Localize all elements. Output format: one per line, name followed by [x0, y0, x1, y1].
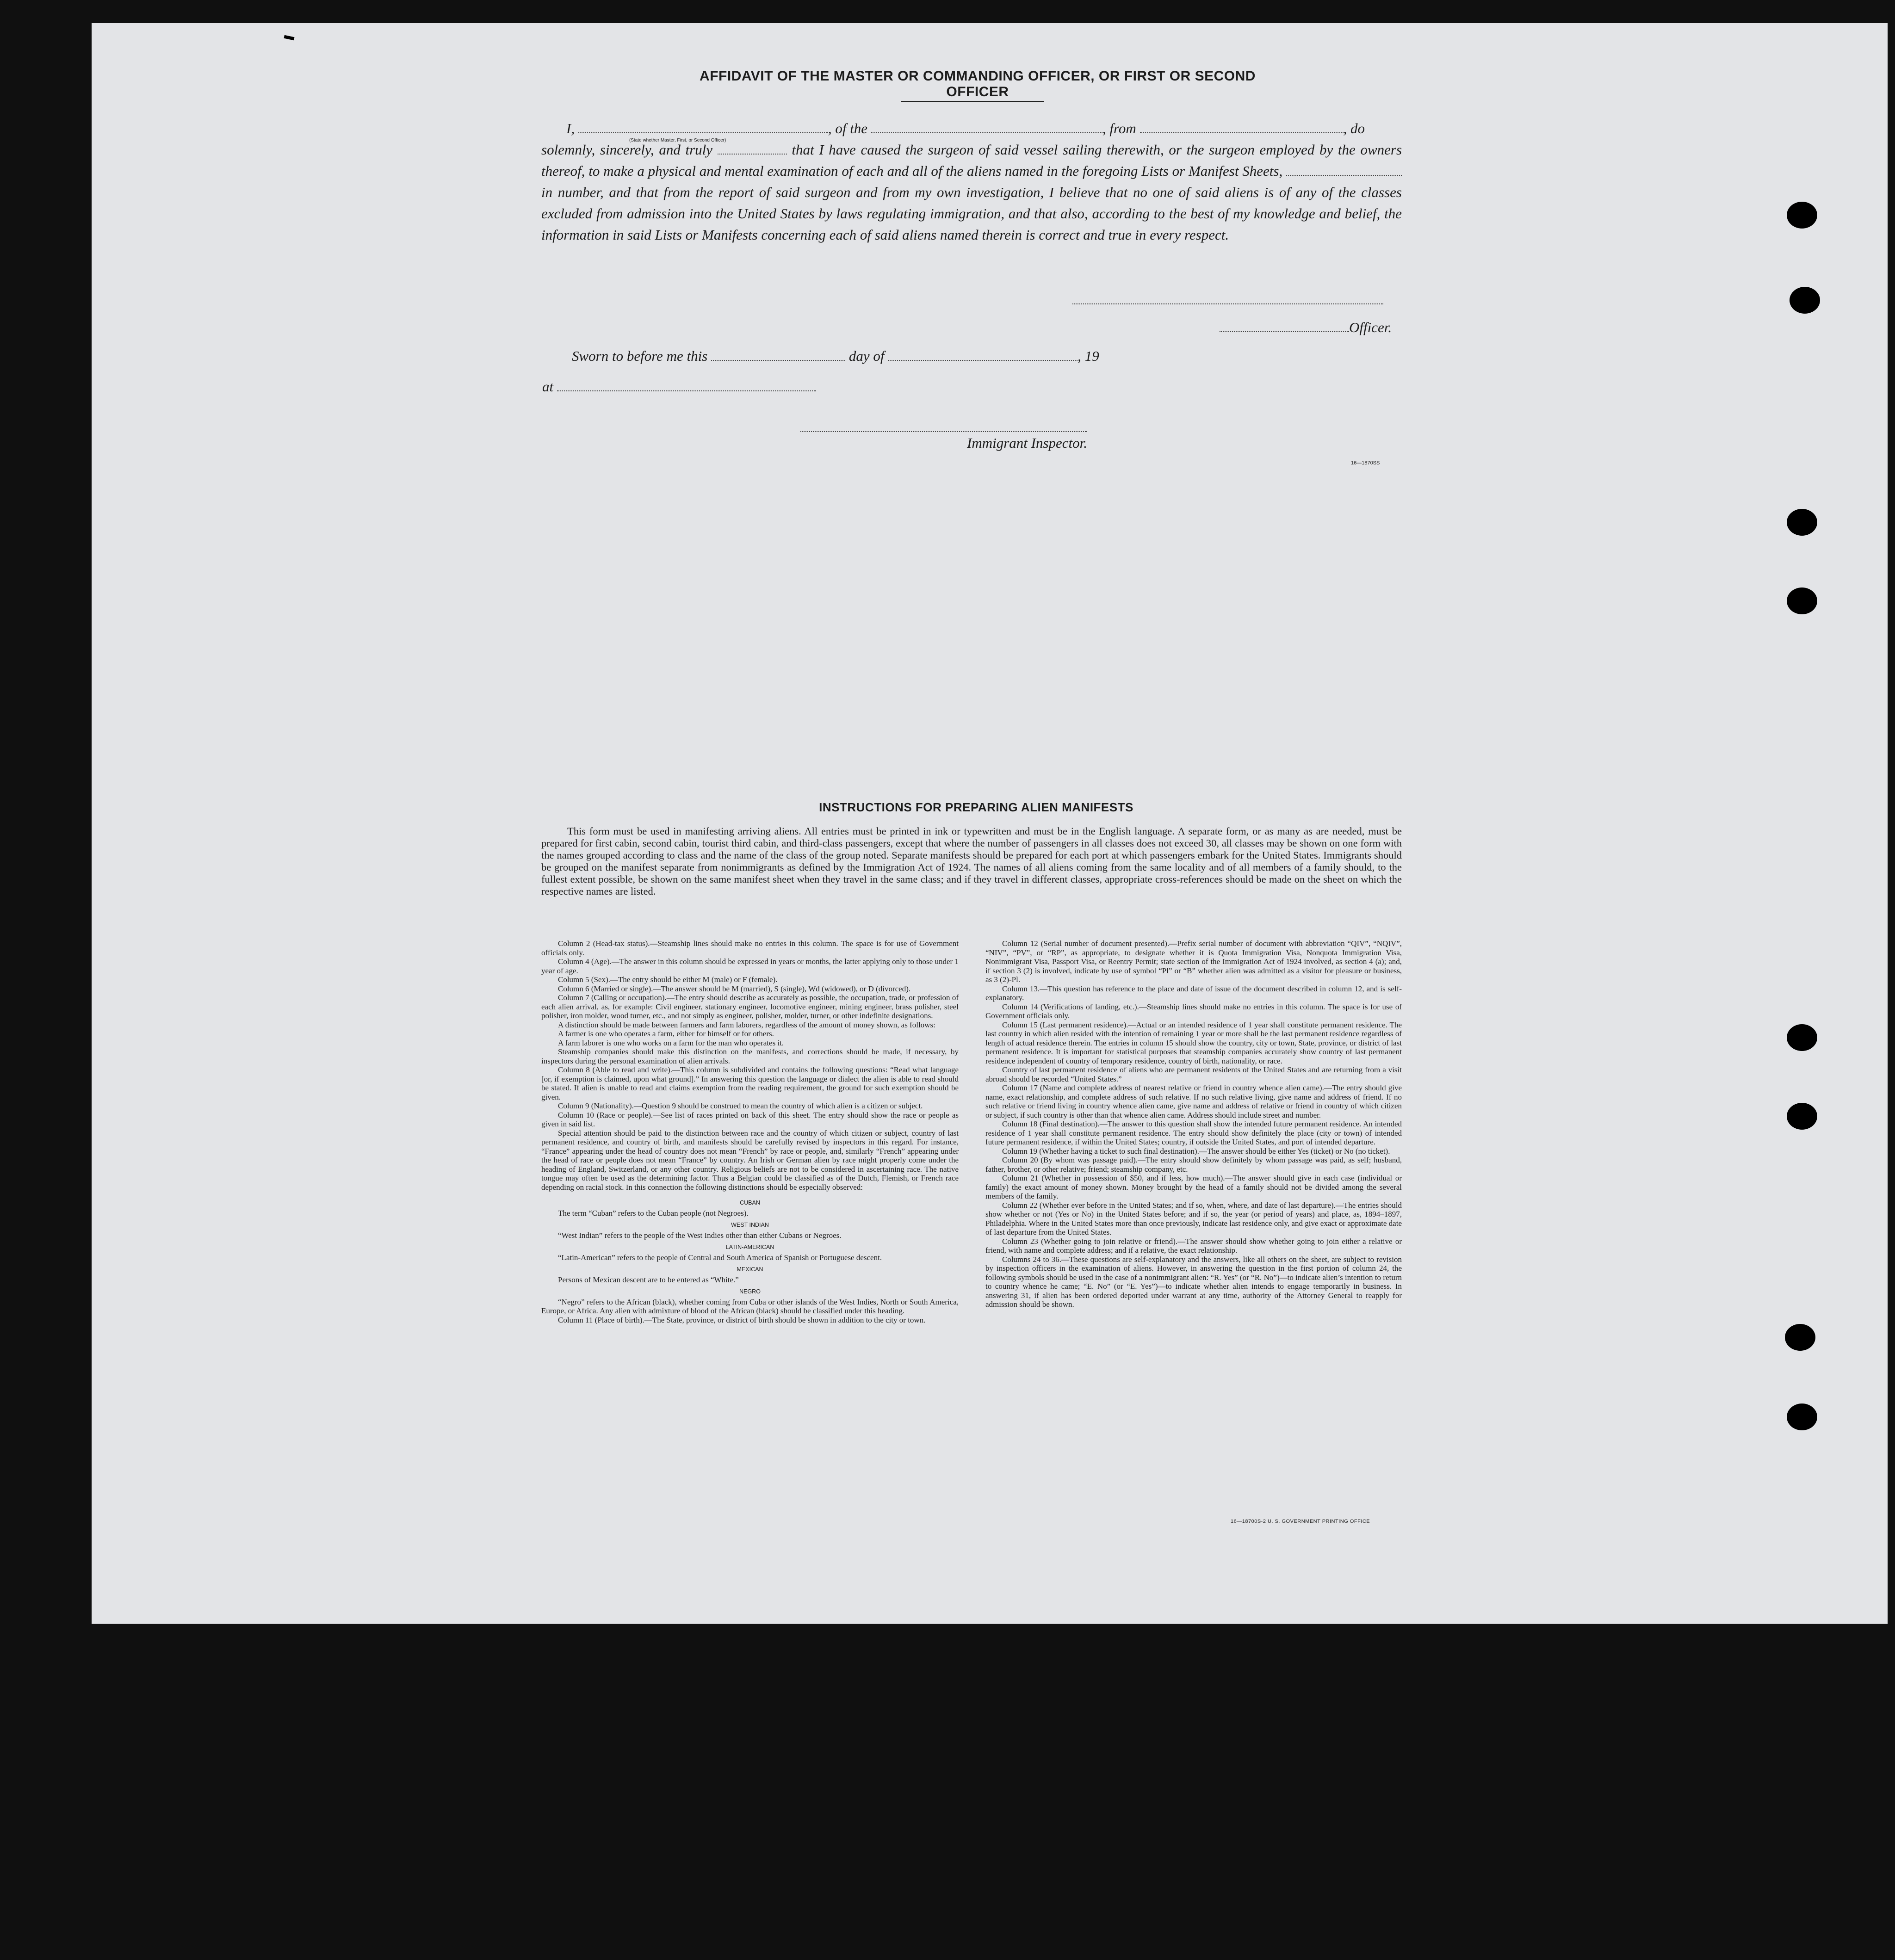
- instruction-paragraph: Columns 24 to 36.—These questions are self-explanatory and the answers, like all others on the sheet, are subject to revision by inspection officers in the examination of aliens. However, in answering the question in the first portion of column 24, the following symbols should be used in the case of a nonimmigrant alien: “R. Yes” (or “R. No”)—to indicate alien’s intention to return to country whence he came; “E. No” (or “E. Yes”)—to indicate whether alien intends to engage temporarily in business. In answering 31, if alien has been ordered deported under warrant at any time, authority of the Attorney General to reapply for admission should be shown.: [985, 1255, 1402, 1309]
- instruction-paragraph: Column 5 (Sex).—The entry should be either M (male) or F (female).: [558, 975, 778, 984]
- officer-row: [1220, 319, 1392, 336]
- sworn-place-field[interactable]: [557, 380, 816, 391]
- sworn-day-field[interactable]: [711, 350, 845, 361]
- punch-hole: [1787, 1103, 1817, 1130]
- punch-hole: [1787, 587, 1817, 614]
- instruction-paragraph: A farm laborer is one who works on a farm for the man who operates it.: [558, 1038, 784, 1047]
- affidavit-body: [541, 118, 1402, 246]
- sheet-count-field[interactable]: [1286, 165, 1402, 176]
- affidavit-i: I,: [566, 120, 575, 136]
- race-heading: MEXICAN: [737, 1266, 763, 1273]
- instruction-paragraph: Steamship companies should make this distinction on the manifests, and corrections should be made, if necessary, by inspectors during the personal examination of alien arrivals.: [541, 1047, 959, 1065]
- officer-rank-field[interactable]: [578, 122, 828, 133]
- instruction-paragraph: Column 15 (Last permanent residence).—Actual or an intended residence of 1 year shall constitute permanent residence. The last country in which alien resided with the intention of remaining 1 year or more shall be the last permanent residence regardless of length of actual residence therein. The entries in column 15 should show the country, city or town, State, province, or district of last permanent residence. It is important for statistical purposes that steamship companies accurately show country of last permanent residence independent of country of temporary residence, country of birth, nationality, or race.: [985, 1020, 1402, 1065]
- affidavit-of-the: , of the: [828, 120, 868, 136]
- race-definition: “West Indian” refers to the people of the West Indies other than either Cubans or Negroes.: [558, 1230, 842, 1240]
- day-of-label: day of: [848, 348, 885, 364]
- instruction-paragraph: Column 23 (Whether going to join relative or friend).—The answer should show whether going to join either a relative or friend, with name and complete address; and if a relative, the exact relationship.: [985, 1237, 1402, 1255]
- punch-hole: [1787, 1404, 1817, 1430]
- instruction-paragraph: Column 17 (Name and complete address of nearest relative or friend in country whence alien came).—The entry should give name, exact relationship, and complete address of such relative. If no such relative living, give name and address of friend. If no such relative or friend living in country whence alien came, give name and address of relative or friend in country of which citizen or subject, if such country is other than that whence alien came. Address should include street and number.: [985, 1083, 1402, 1119]
- officer-label: Officer.: [1349, 319, 1392, 335]
- officer-title-field[interactable]: [1220, 321, 1349, 332]
- instruction-paragraph: Column 2 (Head-tax status).—Steamship lines should make no entries in this column. The space is for use of Government officials only.: [541, 939, 959, 957]
- instruction-paragraph: Column 11 (Place of birth).—The State, province, or district of birth should be shown in addition to the city or town.: [558, 1315, 926, 1324]
- year-label: , 19: [1078, 348, 1099, 364]
- instruction-paragraph: Column 14 (Verifications of landing, etc.).—Steamship lines should make no entries in this column. The space is for use of Government officials only.: [985, 1002, 1402, 1020]
- instruction-paragraph: A farmer is one who operates a farm, either for himself or for others.: [558, 1029, 774, 1038]
- departure-port-field[interactable]: [1140, 122, 1344, 133]
- affidavit-line4-rest: in number, and that from the report of said surgeon and from my own investigation, I believe that no one of said aliens is of any of the classes excluded from admission into the United States by laws regulating immigration, and that also, according to the best of my knowledge and belief, the information in said Lists or Manifests concerning each of said aliens named therein is correct and true in every respect.: [541, 184, 1402, 243]
- race-definition: The term “Cuban” refers to the Cuban people (not Negroes).: [558, 1208, 749, 1218]
- instruction-paragraph: Column 9 (Nationality).—Question 9 should be construed to mean the country of which alien is a citizen or subject.: [558, 1101, 923, 1110]
- instruction-paragraph: Column 22 (Whether ever before in the United States; and if so, when, where, and date of last departure).—The entries should show whether or not (Yes or No) in the United States before; and if so, the year (or period of years) and place, as, 1894–1897, Philadelphia. Where in the United States more than once previously, indicate last residence only, and give exact or approximate date of last departure from the United States.: [985, 1200, 1402, 1237]
- affidavit-line2-start: solemnly, sincerely, and truly: [541, 142, 713, 158]
- race-definition: Persons of Mexican descent are to be entered as “White.”: [558, 1275, 739, 1284]
- footer-code: 16—18700S-2 U. S. GOVERNMENT PRINTING OFFICE: [1231, 1519, 1370, 1524]
- punch-hole: [1787, 509, 1817, 536]
- instruction-paragraph: Column 18 (Final destination).—The answer to this question shall show the intended future permanent residence. An intended residence of 1 year shall constitute permanent residence. The entry should show definitely the place (city or town) of intended future permanent residence, if within the United States; country, if outside the United States, and port of intended departure.: [985, 1119, 1402, 1146]
- inspector-signature-field[interactable]: [800, 431, 1087, 432]
- instruction-paragraph: Column 21 (Whether in possession of $50, and if less, how much).—The answer should give in each case (individual or family) the exact amount of money shown. Money brought by the head of a family should not be divided among the several members of the family.: [985, 1174, 1402, 1200]
- instruction-paragraph: Country of last permanent residence of aliens who are permanent residents of the United States and are returning from a visit abroad should be recorded “United States.”: [985, 1065, 1402, 1083]
- affidavit-do: , do: [1343, 120, 1365, 136]
- race-heading: WEST INDIAN: [731, 1222, 769, 1228]
- officer-signature-field[interactable]: [1072, 303, 1383, 304]
- affidavit-title: AFFIDAVIT OF THE MASTER OR COMMANDING OFFICER, OR FIRST OR SECOND OFFICER: [700, 68, 1256, 99]
- rank-note: (State whether Master, First, or Second Officer): [629, 138, 726, 143]
- oath-type-field[interactable]: [718, 143, 787, 155]
- title-rule: [901, 101, 1044, 102]
- instruction-paragraph: Column 6 (Married or single).—The answer should be M (married), S (single), Wd (widowed), or D (divorced).: [558, 984, 911, 993]
- race-definition: “Negro” refers to the African (black), whether coming from Cuba or other islands of the West Indies, North or South America, Europe, or Africa. Any alien with admixture of blood of the African (black) should be classified under this heading.: [541, 1297, 959, 1315]
- instructions-right-column: [985, 939, 1402, 1309]
- form-code: 16—1870SS: [1351, 460, 1380, 466]
- instruction-paragraph: Column 19 (Whether having a ticket to such final destination).—The answer should be either Yes (ticket) or No (no ticket).: [1002, 1146, 1390, 1156]
- punch-hole: [1787, 202, 1817, 229]
- punch-hole: [1787, 1024, 1817, 1051]
- inspector-label: Immigrant Inspector.: [967, 435, 1088, 451]
- vessel-name-field[interactable]: [871, 122, 1102, 133]
- instruction-paragraph: Column 20 (By whom was passage paid).—The entry should show definitely by whom passage was paid, as self; husband, father, brother, or other relative; friend; steamship company, etc.: [985, 1156, 1402, 1174]
- race-heading: LATIN-AMERICAN: [725, 1244, 774, 1250]
- race-heading: CUBAN: [740, 1199, 760, 1206]
- instruction-paragraph: Special attention should be paid to the distinction between race and the country of which citizen or subject, country of last permanent residence, and country of birth, and manifests should be carefully revised by inspectors in this regard. For instance, “France” appearing under the head of country does not mean “French” by race or people, and, similarly “French” appearing under the head of race or people does not mean “France” by country. An Irish or German alien by race might properly come under the heading of England, Switzerland, or any other country. Religious beliefs are not to be considered in ascertaining race. The native tongue may often be used as the determining factor. Thus a Belgian could be classified as of the Dutch, Flemish, or French race depending on racial stock. In this connection the following distinctions should be especially observed:: [541, 1128, 959, 1192]
- instruction-paragraph: A distinction should be made between farmers and farm laborers, regardless of the amount of money shown, as follows:: [558, 1020, 935, 1029]
- instruction-paragraph: Column 12 (Serial number of document presented).—Prefix serial number of document with abbreviation “QIV”, “NQIV”, “NIV”, “PV”, or “RP”, as appropriate, to designate whether it is Quota Immigration Visa, Nonquota Immigration Visa, Nonimmigrant Visa, Passport Visa, or Reentry Permit; state section of the Immigration Act of 1924 involved, as section 4 (a); and, if section 3 (2) is involved, indicate by use of symbol “Pl” or “B” whether alien was admitted as a visitor for pleasure or business, as 3 (2)-Pl.: [985, 939, 1402, 984]
- affidavit-line2-rest: that I have caused the surgeon of said vessel sailing therewith, or the surgeon employed by the owners thereof, to make a physical and mental examination of each and all of the aliens named in the foregoing Lists or Manifest Sheets,: [541, 142, 1402, 179]
- instruction-paragraph: Column 4 (Age).—The answer in this column should be expressed in years or months, the latter applying only to those under 1 year of age.: [541, 957, 959, 975]
- race-definition: “Latin-American” refers to the people of Central and South America of Spanish or Portuguese descent.: [558, 1253, 882, 1262]
- punch-hole: [1785, 1324, 1815, 1351]
- instructions-left-column: [541, 939, 959, 1324]
- sworn-label: Sworn to before me this: [572, 348, 708, 364]
- punch-hole: [1790, 287, 1820, 314]
- instruction-paragraph: Column 8 (Able to read and write).—This column is subdivided and contains the following questions: “Read what language [or, if exemption is claimed, upon what ground].” In answering this question the language or dialect the alien is able to read should be stated. If alien is unable to read and claims exemption from the reading requirement, the ground for such exemption should be given.: [541, 1065, 959, 1101]
- at-row: [542, 378, 816, 395]
- instructions-intro: This form must be used in manifesting arriving aliens. All entries must be printed in ink or typewritten and must be in the English language. A separate form, or as many as are needed, must be prepared for first cabin, second cabin, tourist third cabin, and third-class passengers, except that where the number of passengers in all classes does not exceed 30, all classes may be shown on one form with the names grouped according to class and the name of the class of the group noted. Separate manifests should be prepared for each port at which passengers embark for the United States. Immigrants should be grouped on the manifest separate from nonimmigrants as defined by the Immigration Act of 1924. The names of all aliens coming from the same locality and of all members of a family should, to the fullest extent possible, be shown on the same manifest sheet when they travel in the same class; and if they travel in different classes, appropriate cross-references should be made on the sheet on which the respective names are listed.: [541, 825, 1402, 897]
- sworn-month-field[interactable]: [888, 350, 1078, 361]
- instruction-paragraph: Column 13.—This question has reference to the place and date of issue of the document described in column 12, and is self-explanatory.: [985, 984, 1402, 1002]
- sworn-row: [572, 348, 1099, 365]
- instructions-title: INSTRUCTIONS FOR PREPARING ALIEN MANIFESTS: [819, 800, 1133, 814]
- manifest-page: [92, 23, 1888, 1624]
- instruction-paragraph: Column 10 (Race or people).—See list of races printed on back of this sheet. The entry should show the race or people as given in said list.: [541, 1110, 959, 1128]
- instruction-paragraph: Column 7 (Calling or occupation).—The entry should describe as accurately as possible, the occupation, trade, or profession of each alien arrival, as, for example: Civil engineer, stationary engineer, locomotive engineer, mining engineer, brass polisher, steel polisher, iron molder, wood turner, etc., and not simply as engineer, polisher, molder, turner, or other indefinite designations.: [541, 993, 959, 1020]
- affidavit-from: , from: [1102, 120, 1136, 136]
- race-heading: NEGRO: [739, 1288, 761, 1295]
- at-label: at: [542, 378, 554, 395]
